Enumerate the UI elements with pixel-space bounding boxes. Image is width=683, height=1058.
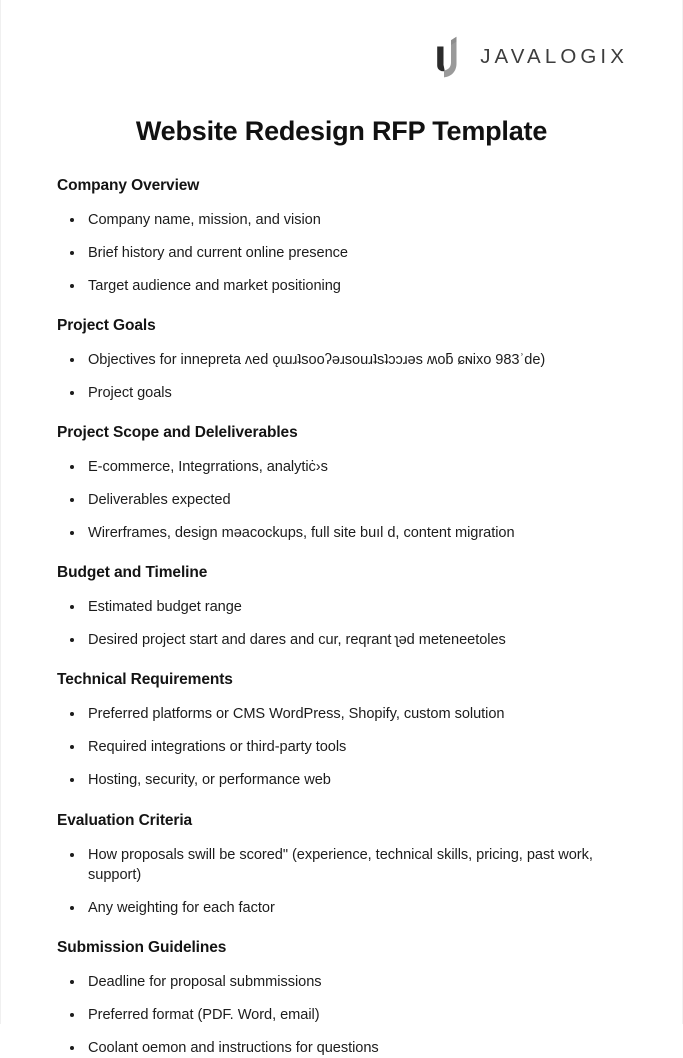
- list-item-text: Target audience and market positioning: [88, 278, 341, 294]
- section-company-overview: [57, 176, 627, 296]
- list-item: [57, 490, 627, 510]
- section-heading-company-overview: Company Overview: [57, 177, 200, 194]
- javalogix-j-mark-icon: [437, 36, 467, 78]
- list-item: [57, 243, 627, 263]
- bullet-list-project-goals: [57, 350, 627, 403]
- bullet-dot-icon: [70, 1046, 74, 1050]
- list-item-text: Project goals: [88, 385, 172, 401]
- bullet-dot-icon: [70, 284, 74, 288]
- bullet-list-technical-requirements: [57, 704, 627, 790]
- list-item: [57, 630, 627, 650]
- bullet-dot-icon: [70, 745, 74, 749]
- list-item: [57, 523, 627, 543]
- bullet-dot-icon: [70, 391, 74, 395]
- section-technical-requirements: [57, 670, 627, 790]
- list-item-text: How proposals swill be scored" (experience, technical skills, pricing, past work, support): [88, 847, 593, 883]
- bullet-list-submission-guidelines: [57, 972, 627, 1058]
- list-item-text: Coolant oemon and instructions for questions: [88, 1040, 379, 1056]
- list-item-text: Required integrations or third-party tools: [88, 739, 347, 755]
- list-item-text: Desired project start and dares and cur, reqrant ʅəd meteneetoles: [88, 632, 506, 648]
- list-item: [57, 276, 627, 296]
- list-item-text: Any weighting for each factor: [88, 900, 275, 916]
- list-item: [57, 597, 627, 617]
- list-item-text: Hosting, security, or performance web: [88, 772, 331, 788]
- section-project-scope: [57, 423, 627, 543]
- page-title: Website Redesign RFP Template: [135, 116, 548, 146]
- bullet-list-evaluation-criteria: [57, 845, 627, 918]
- list-item-text: Estimated budget range: [88, 599, 242, 615]
- list-item: [57, 457, 627, 477]
- bullet-dot-icon: [70, 498, 74, 502]
- brand-header: [437, 36, 628, 78]
- section-budget-timeline: [57, 563, 627, 650]
- list-item: [57, 1038, 627, 1058]
- section-heading-submission-guidelines: Submission Guidelines: [57, 939, 227, 956]
- bullet-dot-icon: [70, 605, 74, 609]
- list-item-text: Brief history and current online presence: [88, 245, 348, 261]
- list-item: [57, 210, 627, 230]
- bullet-dot-icon: [70, 638, 74, 642]
- list-item-text: Preferred platforms or CMS WordPress, Shopify, custom solution: [88, 706, 505, 722]
- list-item-text: Company name, mission, and vision: [88, 212, 321, 228]
- bullet-list-company-overview: [57, 210, 627, 296]
- bullet-list-project-scope: [57, 457, 627, 543]
- section-heading-evaluation-criteria: Evaluation Criteria: [57, 812, 193, 829]
- bullet-dot-icon: [70, 218, 74, 222]
- list-item: [57, 845, 627, 885]
- list-item: [57, 737, 627, 757]
- list-item-text: Deadline for proposal submmissions: [88, 974, 322, 990]
- list-item: [57, 383, 627, 403]
- list-item-text: Objectives for innepreta ʌed ǫɯɹʇsooʔǝɹsouɹʇsʇɔɔɹǝs ʍoƃ ɕɴixo 983ʾde): [88, 352, 546, 368]
- section-heading-budget-timeline: Budget and Timeline: [57, 564, 208, 581]
- section-heading-project-goals: Project Goals: [57, 317, 156, 334]
- bullet-dot-icon: [70, 465, 74, 469]
- list-item-text: Preferred format (PDF. Word, email): [88, 1007, 320, 1023]
- list-item: [57, 770, 627, 790]
- bullet-dot-icon: [70, 712, 74, 716]
- bullet-dot-icon: [70, 980, 74, 984]
- list-item: [57, 1005, 627, 1025]
- bullet-dot-icon: [70, 358, 74, 362]
- bullet-dot-icon: [70, 251, 74, 255]
- bullet-list-budget-timeline: [57, 597, 627, 650]
- section-heading-technical-requirements: Technical Requirements: [57, 671, 233, 688]
- bullet-dot-icon: [70, 1013, 74, 1017]
- list-item: [57, 350, 627, 370]
- section-heading-project-scope: Project Scope and Deleliverables: [57, 424, 298, 441]
- bullet-dot-icon: [70, 531, 74, 535]
- document-body: [57, 176, 627, 1058]
- brand-wordmark: JAVALOGIX: [480, 45, 628, 68]
- section-submission-guidelines: [57, 938, 627, 1058]
- section-evaluation-criteria: [57, 811, 627, 918]
- bullet-dot-icon: [70, 906, 74, 910]
- list-item-text: Deliverables expected: [88, 492, 231, 508]
- bullet-dot-icon: [70, 778, 74, 782]
- page-edge-left: [0, 0, 1, 1024]
- section-project-goals: [57, 316, 627, 403]
- list-item-text: Wirerframes, design məacockups, full site buıl d, content migration: [88, 525, 515, 541]
- list-item: [57, 972, 627, 992]
- list-item: [57, 704, 627, 724]
- list-item-text: E-commerce, Integrrations, analytiċ›s: [88, 459, 328, 475]
- list-item: [57, 898, 627, 918]
- bullet-dot-icon: [70, 853, 74, 857]
